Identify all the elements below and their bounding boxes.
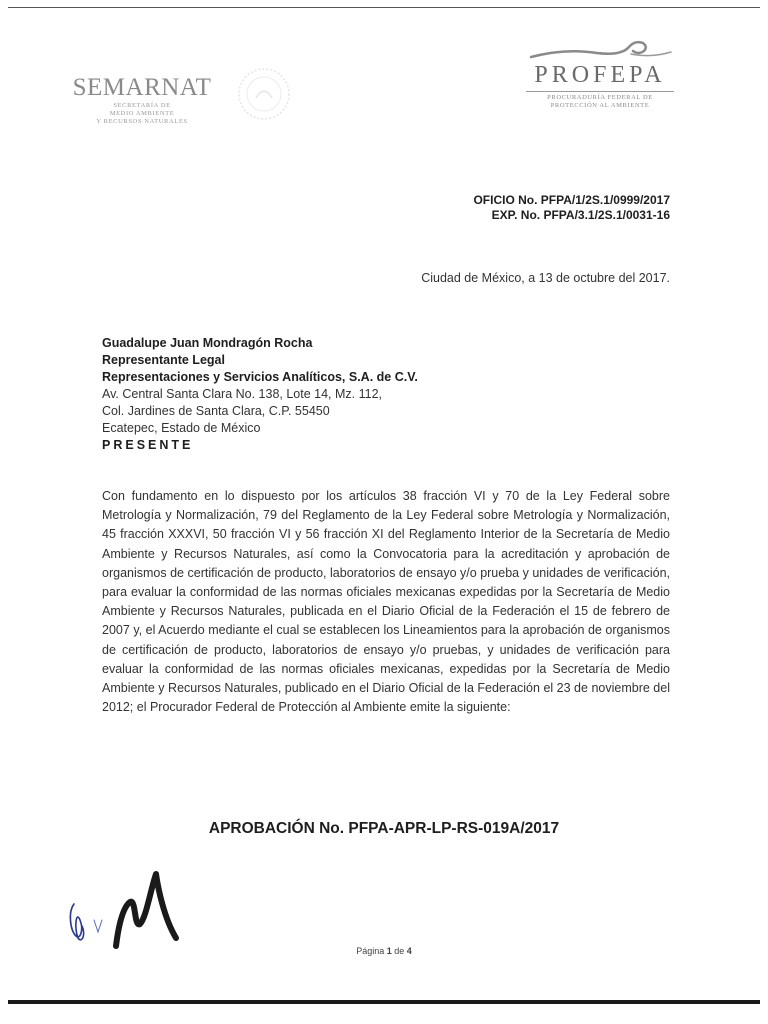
national-seal-icon	[236, 66, 292, 122]
recipient-address-line-1: Av. Central Santa Clara No. 138, Lote 14, Mz. 112,	[102, 387, 383, 401]
body-paragraph: Con fundamento en lo dispuesto por los artículos 38 fracción VI y 70 de la Ley Federal sobre Metrología y Normalización, 79 del Reglamento de la Ley Federal sobre Metrología y Normalización, 45 fracción XXXVI, 50 fracción VI y 56 fracción XI del Reglamento Interior de la Secretaría de Medio Ambiente y Recursos Naturales, así como la Convocatoria para la acreditación y aprobación de organismos de certificación de producto, laboratorios de ensayo y/o prueba y unidades de verificación, para evaluar la conformidad de las normas oficiales mexicanas expedidas por la Secretaría de Medio Ambiente y Recursos Naturales, publicada en el Diario Oficial de la Federación el 15 de febrero de 2007 y, el Acuerdo mediante el cual se establecen los Lineamientos para la aprobación de organismos de certificación de producto, laboratorios de ensayo y/o pruebas, y unidades de verificación para evaluar la conformidad de las normas oficiales mexicanas, expedidas por la Secretaría de Medio Ambiente y Recursos Naturales, publicado en el Diario Oficial de la Federación el 23 de noviembre del 2012; el Procurador Federal de Protección al Ambiente emite la siguiente:	[102, 489, 670, 715]
recipient-company: Representaciones y Servicios Analíticos, S.A. de C.V.	[102, 370, 418, 384]
profepa-logo	[520, 38, 680, 110]
semarnat-subtitle-2: MEDIO AMBIENTE	[109, 110, 175, 117]
page-number	[0, 946, 768, 956]
semarnat-subtitle-3: Y RECURSOS NATURALES	[96, 118, 188, 125]
recipient-role: Representante Legal	[102, 353, 225, 367]
page-current: 1	[386, 946, 392, 956]
exp-number: EXP. No. PFPA/3.1/2S.1/0031-16	[491, 208, 670, 222]
profepa-subtitle-2: PROTECCIÓN AL AMBIENTE	[550, 102, 650, 109]
bottom-rule	[8, 1000, 760, 1004]
semarnat-name: SEMARNAT	[72, 74, 212, 101]
top-rule	[8, 7, 760, 8]
recipient-address-line-2: Col. Jardines de Santa Clara, C.P. 55450	[102, 404, 330, 418]
page-total: 4	[406, 946, 412, 956]
semarnat-subtitle-1: SECRETARÍA DE	[113, 102, 171, 109]
page-separator: de	[394, 946, 405, 956]
profepa-name: PROFEPA	[534, 62, 666, 88]
recipient-block	[102, 335, 418, 454]
recipient-name: Guadalupe Juan Mondragón Rocha	[102, 336, 313, 350]
reference-block	[473, 193, 670, 223]
approval-title: APROBACIÓN No. PFPA-APR-LP-RS-019A/2017	[208, 820, 560, 837]
profepa-emblem-icon	[525, 38, 675, 60]
document-date: Ciudad de México, a 13 de octubre del 2017.	[421, 271, 670, 285]
profepa-subtitle-1: PROCURADURÍA FEDERAL DE	[547, 94, 653, 101]
recipient-address-line-3: Ecatepec, Estado de México	[102, 421, 261, 435]
oficio-number: OFICIO No. PFPA/1/2S.1/0999/2017	[473, 193, 670, 207]
handwritten-initials-signature	[64, 868, 188, 954]
page-prefix: Página	[356, 946, 385, 956]
semarnat-logo	[62, 74, 222, 126]
profepa-rule	[526, 91, 674, 92]
salutation: PRESENTE	[102, 438, 194, 452]
